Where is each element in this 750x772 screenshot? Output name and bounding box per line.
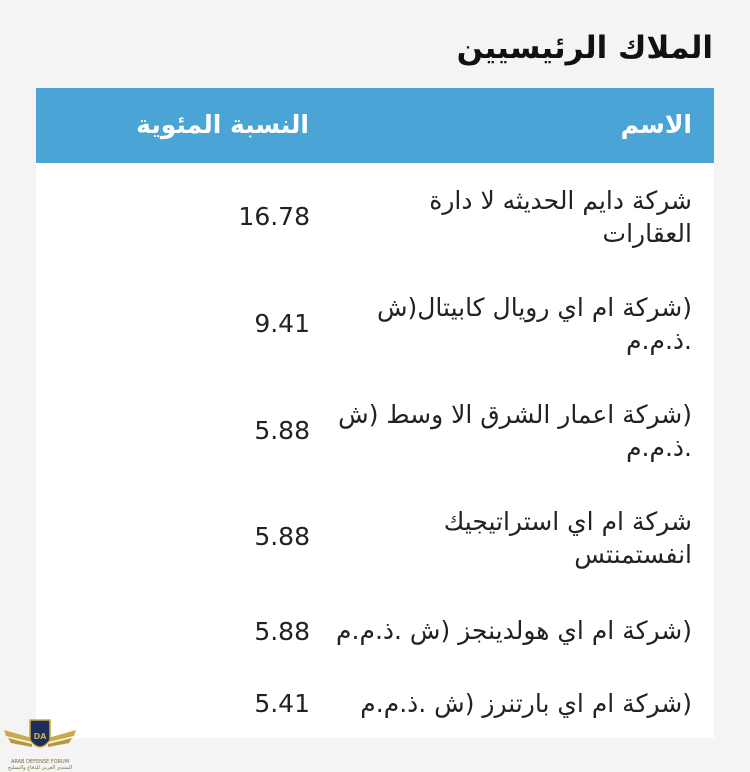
column-header-percentage: النسبة المئوية	[136, 110, 309, 139]
section-title: الملاك الرئيسيين	[456, 30, 713, 66]
owner-name: (شركة ام اي بارتنرز (ش .ذ.م.م	[360, 689, 692, 718]
column-header-name: الاسم	[620, 110, 692, 139]
table-row	[36, 485, 714, 593]
owner-percentage: 5.88	[254, 416, 310, 445]
table-row	[36, 593, 714, 665]
eagle-shield-logo-icon	[2, 712, 78, 760]
table-row	[36, 379, 714, 485]
owner-name: شركة دايم الحديثه لا دارة العقارات	[429, 186, 692, 248]
table-header	[36, 88, 714, 163]
watermark-text: ARAB DEFENSE FORUM	[10, 759, 70, 765]
svg-text:DA: DA	[33, 732, 47, 741]
owner-percentage: 5.88	[254, 617, 310, 646]
watermark-subtext: المنتدى العربي للدفاع والتسليح	[7, 765, 73, 771]
table-row	[36, 163, 714, 271]
owner-name: (شركة ام اي رويال كابيتال(ش .ذ.م.م	[376, 293, 692, 355]
major-owners-table	[36, 88, 714, 738]
owner-percentage: 9.41	[254, 309, 310, 338]
owner-name: (شركة ام اي هولدينجز (ش .ذ.م.م	[336, 616, 692, 645]
table-row	[36, 271, 714, 379]
owner-percentage: 5.88	[254, 522, 310, 551]
owner-name: (شركة اعمار الشرق الا وسط (ش .ذ.م.م	[338, 400, 692, 462]
owner-name: شركة ام اي استراتيجيك انفستمنتس	[443, 507, 692, 569]
owner-percentage: 16.78	[238, 202, 310, 231]
owner-percentage: 5.41	[254, 689, 310, 718]
watermark-logo	[2, 712, 78, 772]
table-row	[36, 665, 714, 738]
